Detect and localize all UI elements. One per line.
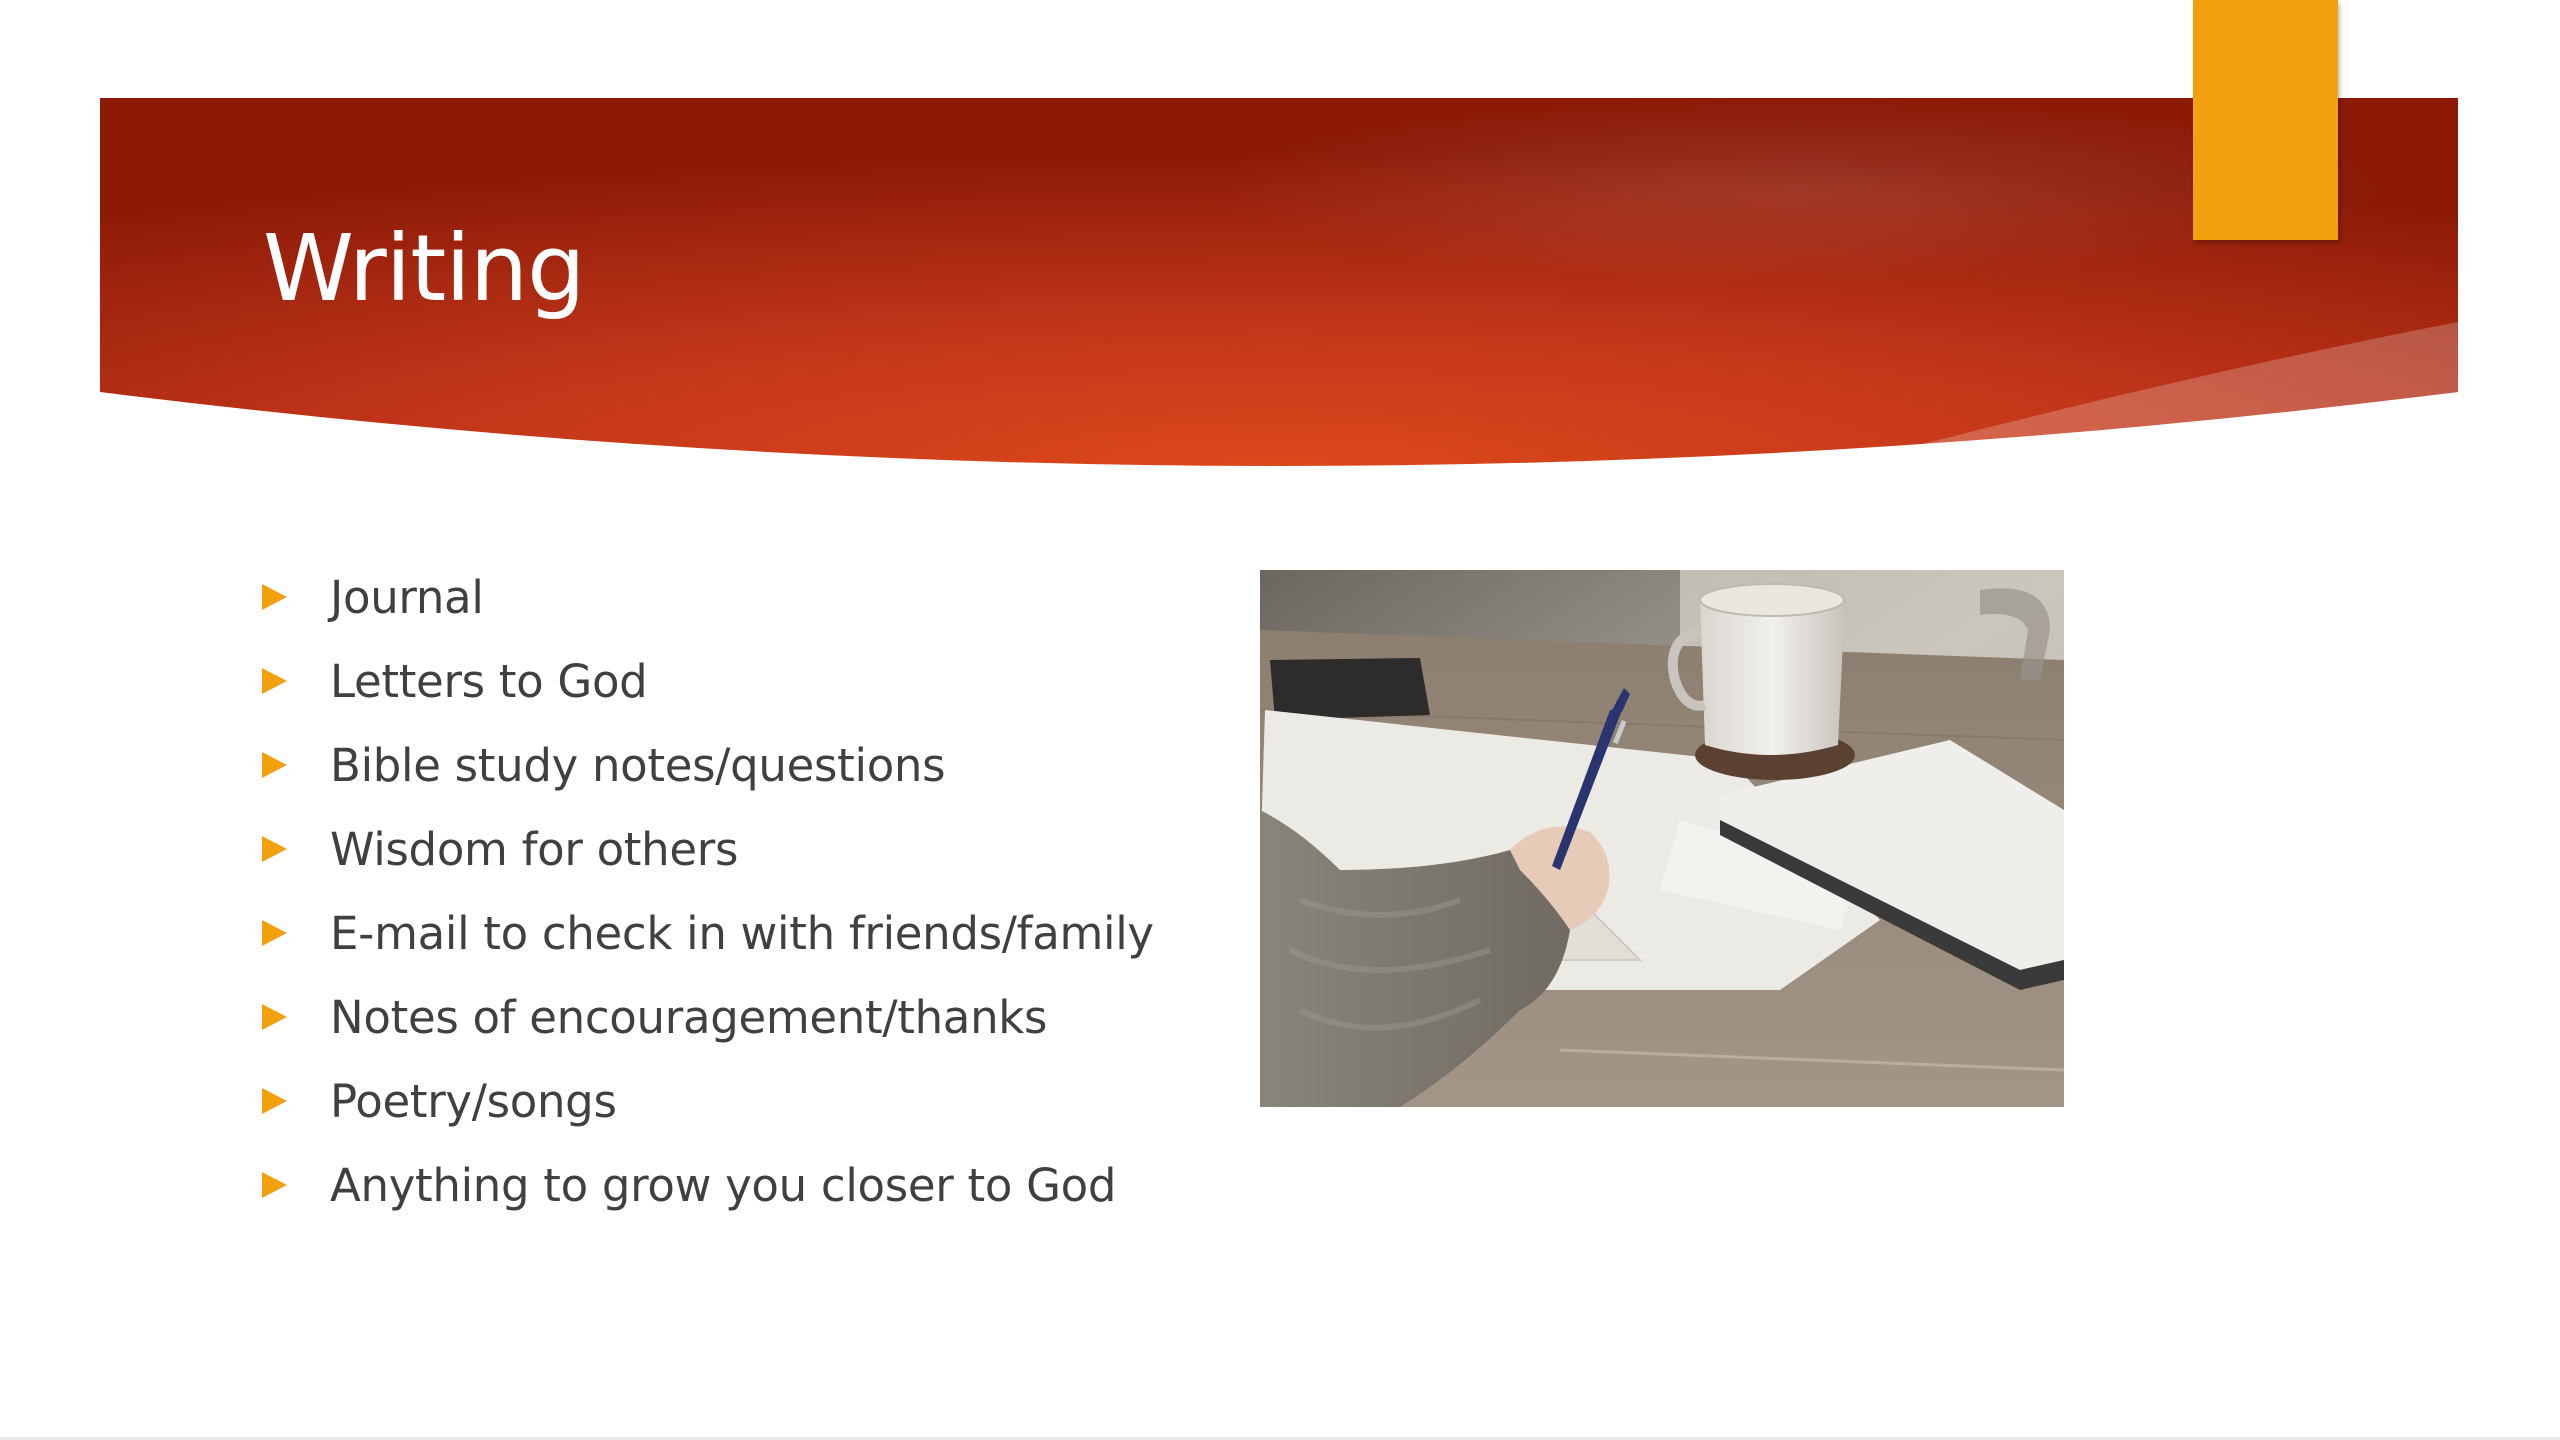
- list-item: [262, 723, 1154, 807]
- bullet-text: Wisdom for others: [330, 822, 739, 876]
- list-item: [262, 1143, 1154, 1227]
- list-item: [262, 1059, 1154, 1143]
- bullet-text: Anything to grow you closer to God: [330, 1158, 1117, 1212]
- list-item: [262, 807, 1154, 891]
- play-arrow-icon: [262, 1172, 287, 1198]
- slide-title: Writing: [263, 215, 585, 322]
- bullet-text: Bible study notes/questions: [330, 738, 946, 792]
- bullet-text: Notes of encouragement/thanks: [330, 990, 1048, 1044]
- bullet-text: Poetry/songs: [330, 1074, 617, 1128]
- play-arrow-icon: [262, 752, 287, 778]
- list-item: [262, 975, 1154, 1059]
- list-item: [262, 555, 1154, 639]
- play-arrow-icon: [262, 1088, 287, 1114]
- play-arrow-icon: [262, 920, 287, 946]
- play-arrow-icon: [262, 836, 287, 862]
- bullet-text: Letters to God: [330, 654, 648, 708]
- list-item: [262, 639, 1154, 723]
- accent-tab: [2193, 0, 2338, 240]
- bullet-text: Journal: [330, 570, 484, 624]
- play-arrow-icon: [262, 668, 287, 694]
- bullet-list: [262, 555, 1154, 1227]
- play-arrow-icon: [262, 1004, 287, 1030]
- bullet-text: E-mail to check in with friends/family: [330, 906, 1154, 960]
- play-arrow-icon: [262, 584, 287, 610]
- list-item: [262, 891, 1154, 975]
- writing-photo: [1260, 570, 2064, 1107]
